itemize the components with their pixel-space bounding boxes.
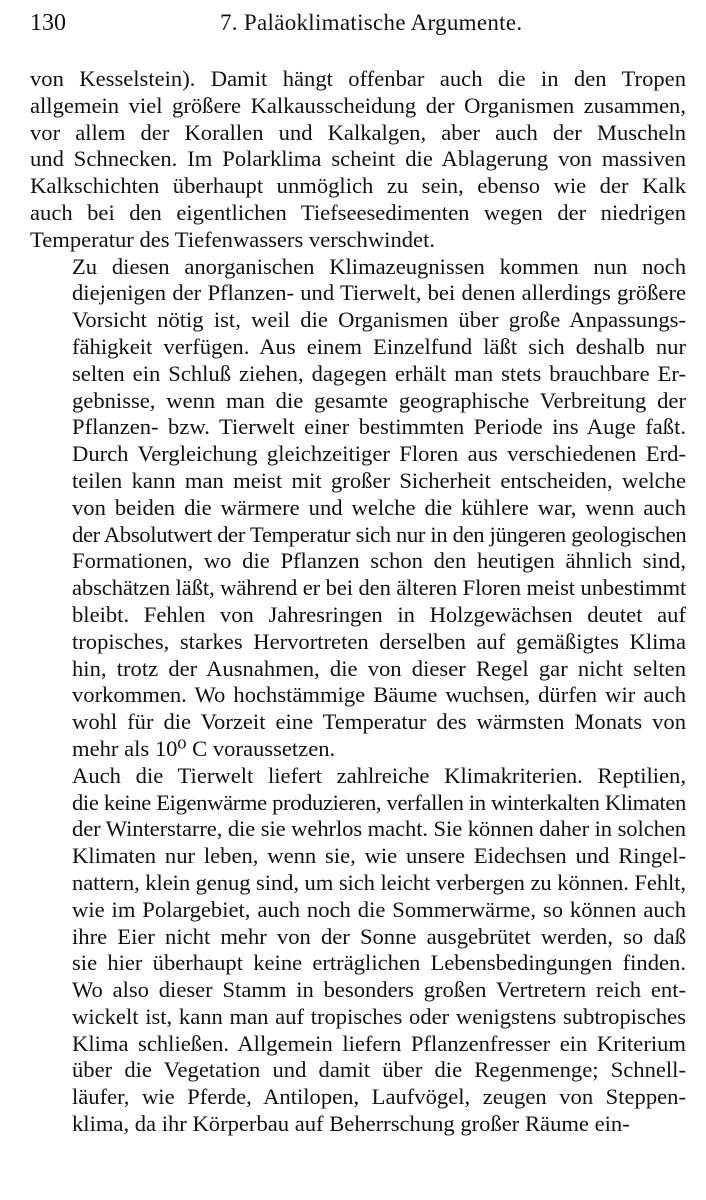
text-line: gebnisse, wenn man die gesamte geographische Verbreitung der xyxy=(72,387,686,413)
text-line: wie im Polargebiet, auch noch die Sommerwärme, so können auch xyxy=(72,896,686,922)
text-line: der Winterstarre, die sie wehrlos macht. Sie können daher in solchen xyxy=(72,816,686,842)
text-line: fähigkeit verfügen. Aus einem Einzelfund läßt sich deshalb nur xyxy=(72,333,686,359)
text-line: Wo also dieser Stamm in besonders großen Vertretern reich ent- xyxy=(72,977,686,1003)
text-line: abschätzen läßt, während er bei den älteren Floren meist unbestimmt xyxy=(72,575,687,601)
page-number: 130 xyxy=(30,10,66,36)
text-line: Formationen, wo die Pflanzen schon den heutigen ähnlich sind, xyxy=(72,548,686,574)
text-line: über die Vegetation und damit über die Regenmenge; Schnell- xyxy=(72,1057,686,1083)
text-line: vor allem der Korallen und Kalkalgen, aber auch der Muscheln xyxy=(30,119,686,145)
text-line: Zu diesen anorganischen Klimazeugnissen kommen nun noch xyxy=(72,253,686,279)
text-line: hin, trotz der Ausnahmen, die von dieser Regel gar nicht selten xyxy=(72,655,686,681)
text-line: Durch Vergleichung gleichzeitiger Floren aus verschiedenen Erd- xyxy=(72,441,686,467)
text-line: wohl für die Vorzeit eine Temperatur des wärmsten Monats von xyxy=(72,709,686,735)
text-line: mehr als 10⁰ C voraussetzen. xyxy=(72,735,336,761)
text-line: der Absolutwert der Temperatur sich nur in den jüngeren geologischen xyxy=(72,521,687,547)
text-line: Temperatur des Tiefenwassers verschwindet. xyxy=(30,226,435,252)
text-line: nattern, klein genug sind, um sich leicht verbergen zu können. Fehlt, xyxy=(72,869,686,895)
text-line: tropisches, starkes Hervortreten derselben auf gemäßigtes Klima xyxy=(72,628,686,654)
text-line: allgemein viel größere Kalkausscheidung der Organismen zusammen, xyxy=(30,92,686,118)
text-line: von beiden die wärmere und welche die kühlere war, wenn auch xyxy=(72,494,686,520)
text-line: sie hier überhaupt keine erträglichen Lebensbedingungen finden. xyxy=(72,950,686,976)
text-line: Auch die Tierwelt liefert zahlreiche Klimakriterien. Reptilien, xyxy=(72,762,686,788)
text-line: klima, da ihr Körperbau auf Beherrschung großer Räume ein- xyxy=(72,1111,630,1137)
text-line: selten ein Schluß ziehen, dagegen erhält man stets brauchbare Er- xyxy=(72,360,686,386)
text-line: teilen kann man meist mit großer Sicherheit entscheiden, welche xyxy=(72,467,686,493)
text-line: die keine Eigenwärme produzieren, verfallen in winterkalten Klimaten xyxy=(72,789,686,815)
text-line: von Kesselstein). Damit hängt offenbar auch die in den Tropen xyxy=(30,66,686,91)
paragraph xyxy=(30,66,686,254)
paragraph xyxy=(30,254,686,763)
text-line: Vorsicht nötig ist, weil die Organismen über große Anpassungs- xyxy=(72,307,686,333)
text-line: diejenigen der Pflanzen- und Tierwelt, bei denen allerdings größere xyxy=(72,280,686,306)
text-line: und Schnecken. Im Polarklima scheint die Ablagerung von massiven xyxy=(30,146,686,172)
text-line: läufer, wie Pferde, Antilopen, Laufvögel, zeugen von Steppen- xyxy=(72,1084,686,1110)
text-line: ihre Eier nicht mehr von der Sonne ausgebrütet werden, so daß xyxy=(72,923,686,949)
text-line: Pflanzen- bzw. Tierwelt einer bestimmten Periode ins Auge faßt. xyxy=(72,414,686,440)
running-title: 7. Paläoklimatische Argumente. xyxy=(220,10,523,35)
text-line: bleibt. Fehlen von Jahresringen in Holzgewächsen deutet auf xyxy=(72,601,686,627)
text-line: Klimaten nur leben, wenn sie, wie unsere Eidechsen und Ringel- xyxy=(72,843,686,869)
page-header xyxy=(30,6,686,40)
body-text xyxy=(30,66,686,1138)
text-line: auch bei den eigentlichen Tiefseesedimenten wegen der niedrigen xyxy=(30,199,686,225)
text-line: Klima schließen. Allgemein liefern Pflanzenfresser ein Kriterium xyxy=(72,1030,686,1056)
text-line: wickelt ist, kann man auf tropisches oder wenigstens subtropisches xyxy=(72,1003,686,1029)
text-line: Kalkschichten überhaupt unmöglich zu sein, ebenso wie der Kalk xyxy=(30,173,686,199)
text-line: vorkommen. Wo hochstämmige Bäume wuchsen, dürfen wir auch xyxy=(72,682,686,708)
paragraph xyxy=(30,763,686,1138)
